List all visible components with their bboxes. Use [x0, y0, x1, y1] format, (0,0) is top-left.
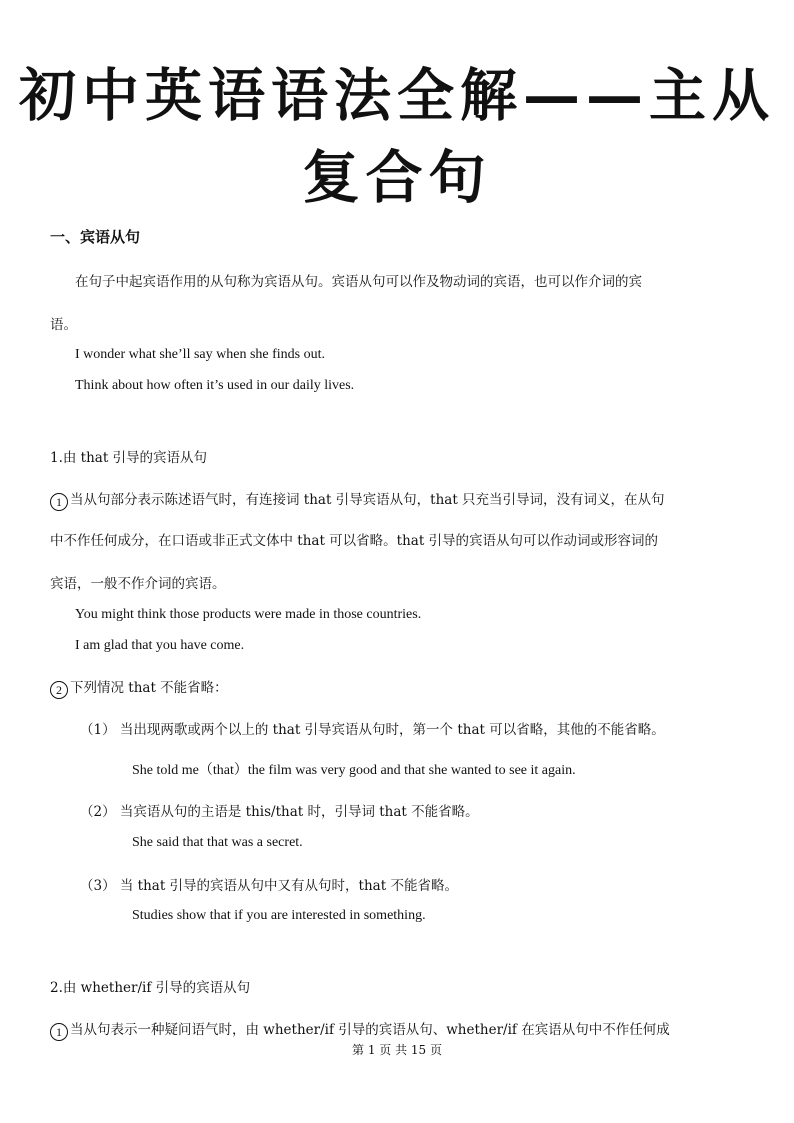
paragraph-line	[50, 488, 665, 511]
section-heading-object-clause: 一、宾语从句	[50, 228, 141, 246]
subsection-heading-that: 1.由 that 引导的宾语从句	[50, 450, 208, 466]
paragraph-line: 中不作任何成分，在口语或非正式文体中 that 可以省略。that 引导的宾语从句可以作动词或形容词的	[50, 533, 659, 549]
document-title-line-1: 初中英语语法全解——主从	[19, 62, 775, 129]
example-sentence: I wonder what she’ll say when she finds out.	[75, 347, 326, 362]
case-item-2: （2） 当宾语从句的主语是 this/that 时，引导词 that 不能省略。	[80, 804, 479, 820]
example-sentence: She said that that was a secret.	[132, 835, 303, 850]
paragraph-text: 当从句表示一种疑问语气时，由 whether/if 引导的宾语从句、whether/if 在宾语从句中不作任何成	[70, 1022, 670, 1038]
subsection-heading-whether-if: 2.由 whether/if 引导的宾语从句	[50, 980, 251, 996]
section-intro-line-2: 语。	[50, 317, 77, 333]
paragraph-line	[50, 676, 228, 699]
paragraph-line	[50, 1018, 670, 1041]
case-item-3: （3） 当 that 引导的宾语从句中又有从句时，that 不能省略。	[80, 878, 458, 894]
case-item-1: （1） 当出现两歌或两个以上的 that 引导宾语从句时，第一个 that 可以省略，其他的不能省略。	[80, 722, 665, 738]
example-sentence: Think about how often it’s used in our daily lives.	[75, 378, 355, 393]
page-footer: 第 1 页 共 15 页	[352, 1043, 442, 1057]
section-intro-line-1: 在句子中起宾语作用的从句称为宾语从句。宾语从句可以作及物动词的宾语，也可以作介词的宾	[75, 274, 642, 290]
paragraph-text: 下列情况 that 不能省略：	[70, 680, 228, 696]
example-sentence: She told me（that）the film was very good and that she wanted to see it again.	[132, 763, 576, 778]
example-sentence: You might think those products were made in those countries.	[75, 607, 422, 622]
circled-number-marker: 1	[50, 493, 68, 511]
example-sentence: Studies show that if you are interested in something.	[132, 908, 426, 923]
circled-number-marker: 1	[50, 1023, 68, 1041]
paragraph-text: 当从句部分表示陈述语气时，有连接词 that 引导宾语从句，that 只充当引导词，没有词义，在从句	[70, 492, 665, 508]
paragraph-line: 宾语，一般不作介词的宾语。	[50, 576, 226, 592]
circled-number-marker: 2	[50, 681, 68, 699]
document-title-line-2: 复合句	[302, 144, 492, 211]
example-sentence: I am glad that you have come.	[75, 638, 245, 653]
